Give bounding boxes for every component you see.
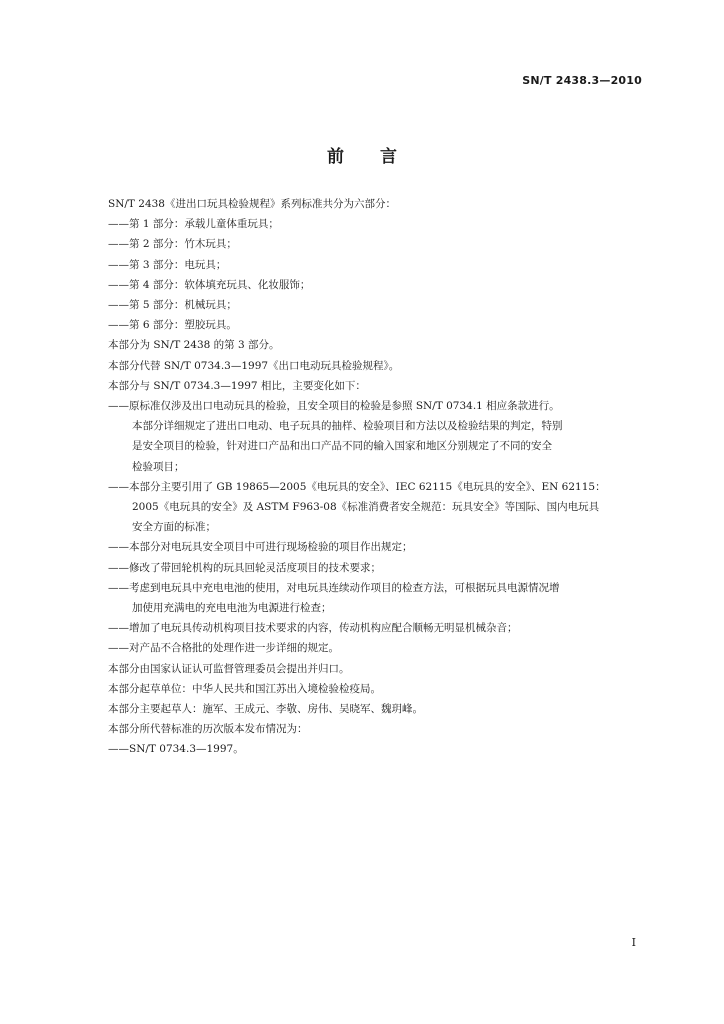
- paragraph: 本部分主要起草人：施军、王成元、李敬、房伟、吴晓军、魏玥峰。: [108, 703, 423, 716]
- paragraph: 本部分与 SN/T 0734.3—1997 相比，主要变化如下：: [108, 379, 366, 392]
- paragraph: 本部分起草单位：中华人民共和国江苏出入境检验检疫局。: [108, 682, 381, 695]
- list-item-continuation: 2005《电玩具的安全》及 ASTM F963-08《标准消费者安全规范：玩具安全》等国际、国内电玩具: [132, 501, 600, 514]
- list-item-continuation: 检验项目；: [132, 460, 185, 473]
- list-item: ——本部分主要引用了 GB 19865—2005《电玩具的安全》、IEC 62115《电玩具的安全》、EN 62115：: [108, 480, 606, 493]
- list-item: ——考虑到电玩具中充电电池的使用，对电玩具连续动作项目的检查方法，可根据玩具电源情况增: [108, 581, 560, 594]
- list-item: ——SN/T 0734.3—1997。: [108, 743, 244, 756]
- page-number: I: [631, 936, 636, 949]
- paragraph: 本部分为 SN/T 2438 的第 3 部分。: [108, 339, 280, 352]
- list-item: ——本部分对电玩具安全项目中可进行现场检验的项目作出规定；: [108, 541, 413, 554]
- list-item-continuation: 加使用充满电的充电电池为电源进行检查；: [132, 602, 332, 615]
- paragraph: 本部分所代替标准的历次版本发布情况为：: [108, 723, 308, 736]
- list-item-continuation: 安全方面的标准；: [132, 521, 216, 534]
- list-item: ——第 2 部分：竹木玩具；: [108, 238, 237, 251]
- list-item: ——第 1 部分：承载儿童体重玩具；: [108, 218, 279, 231]
- list-item: ——第 4 部分：软体填充玩具、化妆服饰；: [108, 278, 311, 291]
- standard-code: SN/T 2438.3—2010: [522, 74, 642, 87]
- list-item: ——对产品不合格批的处理作进一步详细的规定。: [108, 642, 339, 655]
- list-item: ——原标准仅涉及出口电动玩具的检验，且安全项目的检验是参照 SN/T 0734.1 相应条款进行。: [108, 400, 560, 413]
- list-item: ——第 5 部分：机械玩具；: [108, 299, 237, 312]
- list-item: ——修改了带回轮机构的玩具回轮灵活度项目的技术要求；: [108, 561, 381, 574]
- list-item: ——第 6 部分：塑胶玩具。: [108, 319, 237, 332]
- paragraph: 本部分代替 SN/T 0734.3—1997《出口电动玩具检验规程》。: [108, 359, 400, 372]
- foreword-body: [108, 194, 648, 760]
- list-item-continuation: 本部分详细规定了进出口电动、电子玩具的抽样、检验项目和方法以及检验结果的判定，特别: [132, 420, 563, 433]
- list-item: ——增加了电玩具传动机构项目技术要求的内容，传动机构应配合顺畅无明显机械杂音；: [108, 622, 518, 635]
- page-title: 前言: [327, 147, 433, 167]
- paragraph: SN/T 2438《进出口玩具检验规程》系列标准共分为六部分：: [108, 198, 396, 210]
- paragraph: 本部分由国家认证认可监督管理委员会提出并归口。: [108, 662, 350, 675]
- list-item-continuation: 是安全项目的检验，针对进口产品和出口产品不同的输入国家和地区分别规定了不同的安全: [132, 440, 552, 453]
- list-item: ——第 3 部分：电玩具；: [108, 258, 227, 271]
